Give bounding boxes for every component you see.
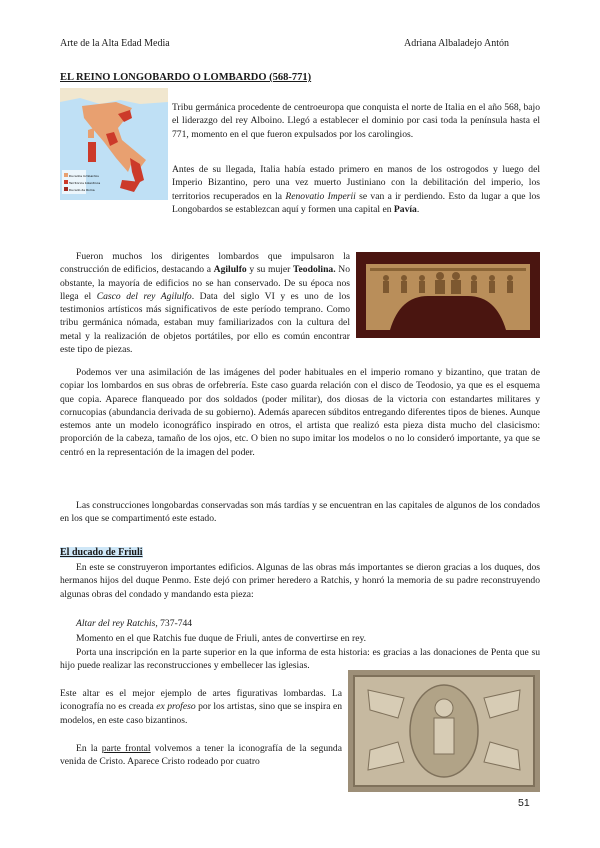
italy-map-image [60, 88, 168, 200]
page-number: 51 [518, 797, 530, 809]
friuli-paragraph-5: En la parte frontal volvemos a tener la iconografía de la segunda venida de Cristo. Aparece Cristo rodeado por cuatro [60, 743, 342, 768]
christ-body [434, 718, 454, 754]
altar-title: Altar del rey Ratchis, 737-744 [76, 618, 193, 629]
christ-head [435, 699, 453, 717]
friuli-paragraph-2: Momento en el que Ratchis fue duque de Friuli, antes de convertirse en rey. [76, 633, 367, 644]
friuli-paragraph-4: Este altar es el mejor ejemplo de artes figurativas lombardas. La iconografía no es creada ex profeso por los artistas, sino que se inspira en modelos, en este caso bizantinos. [60, 688, 342, 726]
legend-swatch-rome [64, 187, 68, 191]
friuli-heading: El ducado de Friuli [60, 547, 143, 558]
assimilation-paragraph: Podemos ver una asimilación de las imágenes del poder habituales en el imperio romano y bizantino, que tratan de copiar los lombardos en sus obras de orfebrería. Este caso guarda relación con el disco de Teodosio, ya que es el esquema que copia. Aparece flanqueado por dos soldados (poder militar), dos diosas de la victoria con estandartes militares y cornucopias (abundancia derivada de su gobierno). Además aparecen súbditos entregando diferentes tipos de bienes. Aunque estemos ante un modelo iconográfico inspirado en otros, el artista que realizó esta pieza dista mucho del clasicismo: proporción de la cabeza, tamaño de los ojos, etc. O bien no supo imitar los modelos o no lo consideró importante, ya que se centró en la representación de la imagen del poder. [60, 367, 540, 458]
legend-swatch-lombard [64, 173, 68, 177]
running-header-left: Arte de la Alta Edad Media [60, 38, 170, 49]
agilulfo-paragraph: Fueron muchos los dirigentes lombardos que impulsaron la construcción de edificios, destacando a Agilulfo y su mujer Teodolina. No obstante, la mayoría de edificios no se han conservado. De su época nos llega el Casco del rey Agilulfo. Data del siglo VI y es uno de los testimonios artísticos más significativos de este período temprano. Como tribu germánica nómada, estaban muy familiarizados con la cultura del metal y la realización de objetos portátiles, por ello es común encontrar este tipo de piezas. [60, 251, 350, 356]
altar-ratchis-image [348, 670, 540, 792]
intro-paragraph-2: Antes de su llegada, Italia había estado primero en manos de los ostrogodos y luego del Imperio Bizantino, pero una vez muerto Justiniano con la debilitación del imperio, los territorios recuperados en la Renovatio Imperii se van a ir perdiendo. Esto da lugar a que los Longobardos se establezcan aquí y formen una capital en Pavía. [172, 164, 541, 215]
running-header-right: Adriana Albaladejo Antón [404, 38, 509, 49]
friuli-paragraph-1: En este se construyeron importantes edificios. Algunas de las obras más importantes se dieron gracias a los duques, dos hermanos hijos del duque Penmo. Este dejó con primer heredero a Ratchis, y honró la memoria de su padre reconstruyendo algunas obras del condado y mandando esta pieza: [60, 562, 540, 600]
friuli-paragraph-3: Porta una inscripción en la parte superior en la que informa de esta historia: es gracias a las donaciones de Penta que su hijo puede realizar las reconstrucciones y embellecer las iglesias. [60, 647, 540, 672]
legend-label-1: Ducados lombardos [69, 174, 99, 178]
map-sardinia [88, 142, 96, 162]
construcciones-paragraph: Las construcciones longobardas conservadas son más tardías y se encuentran en las capitales de algunos de los condados en los que se compartimentó este estado. [60, 500, 540, 525]
helmet-rim [370, 268, 526, 271]
legend-label-3: Ducado de Roma [69, 188, 95, 192]
legend-label-2: Territorios bizantinos [69, 181, 101, 185]
intro-paragraph-1: Tribu germánica procedente de centroeuropa que conquista el norte de Italia en el año 568, bajo el liderazgo del rey Alboino. Llegó a establecer el dominio por casi toda la península hasta el 771, momento en el que fueron expulsados por los carolingios. [172, 102, 540, 140]
legend-swatch-byzantine [64, 180, 68, 184]
helmet-agilulfo-image [356, 252, 540, 338]
section-title: EL REINO LONGOBARDO O LOMBARDO (568-771) [60, 72, 312, 83]
